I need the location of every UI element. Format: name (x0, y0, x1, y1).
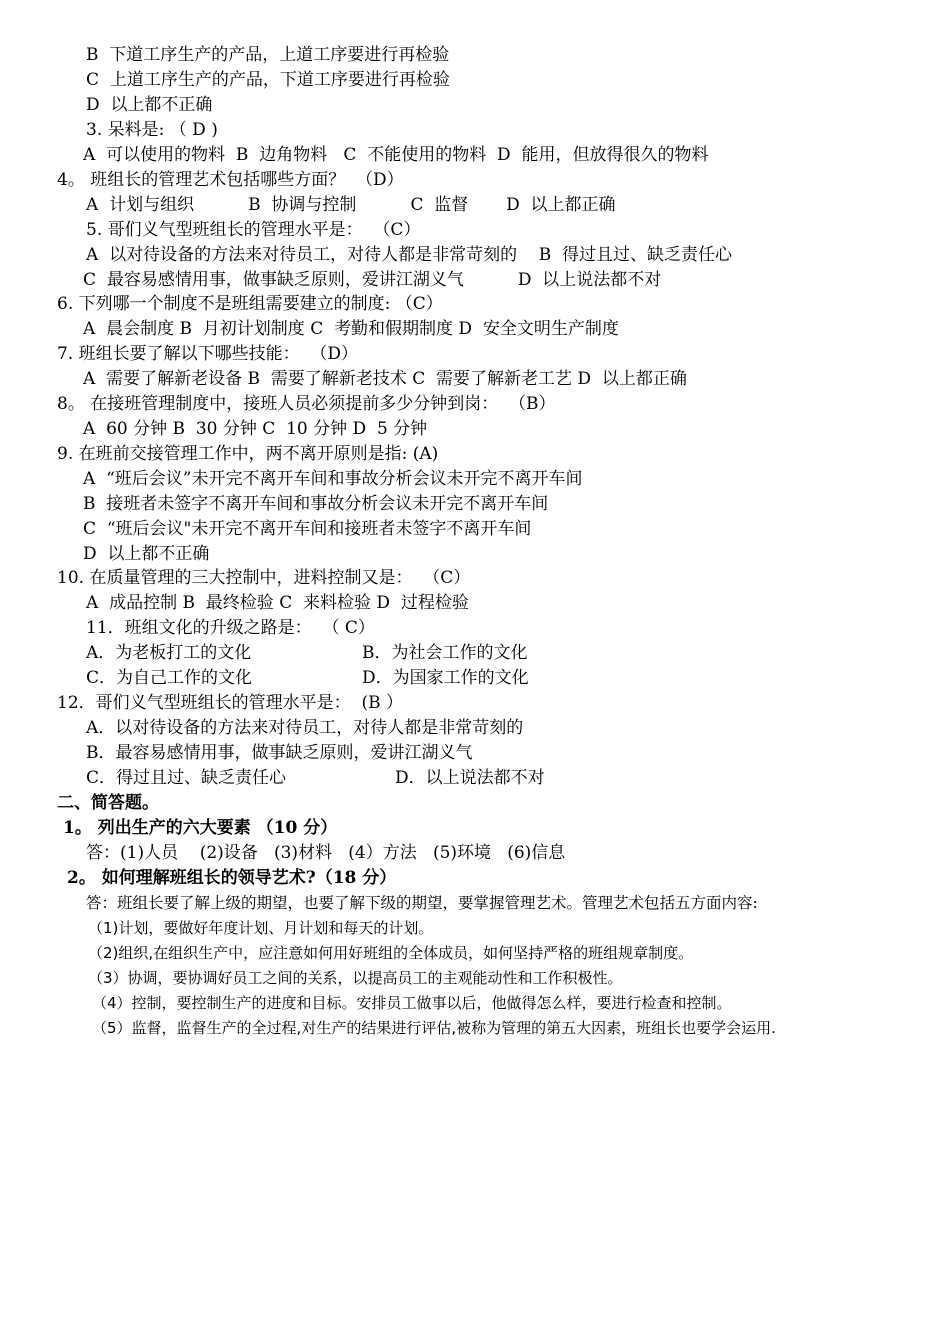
option-line: D 以上都不正确 (83, 544, 210, 564)
option-line: D．以上说法都不对 (395, 768, 545, 788)
answer-item: （4）控制，要控制生产的进度和目标。安排员工做事以后，他做得怎么样，要进行检查和控制。 (92, 994, 732, 1012)
option-line: A．以对待设备的方法来对待员工，对待人都是非常苛刻的 (86, 718, 524, 738)
question-line: 7. 班组长要了解以下哪些技能： （D） (57, 344, 359, 364)
question-line: 6. 下列哪一个制度不是班组需要建立的制度: （C） (57, 294, 443, 314)
answer-item: （2)组织,在组织生产中，应注意如何用好班组的全体成员，如何坚持严格的班组规章制度。 (88, 944, 694, 962)
question-line: 9. 在班前交接管理工作中，两不离开原则是指: (A) (57, 444, 439, 464)
option-line: B．最容易感情用事，做事缺乏原则，爱讲江湖义气 (86, 743, 473, 763)
question-line: 8。 在接班管理制度中，接班人员必须提前多少分钟到岗： （B） (57, 394, 556, 414)
option-line: C 上道工序生产的产品，下道工序要进行再检验 (86, 70, 450, 90)
option-line: B 下道工序生产的产品，上道工序要进行再检验 (86, 45, 450, 65)
short-question: 1。 列出生产的六大要素 （10 分） (63, 818, 338, 838)
question-line: 4。 班组长的管理艺术包括哪些方面？ （D） (57, 170, 404, 190)
section-heading: 二、简答题。 (57, 793, 159, 813)
option-line: C．为自己工作的文化 (86, 668, 253, 688)
short-question: 2。 如何理解班组长的领导艺术?（18 分） (67, 868, 397, 888)
option-line: C 最容易感情用事，做事缺乏原则，爱讲江湖义气 D 以上说法都不对 (83, 270, 662, 290)
answer-line: 答：(1)人员 (2)设备 (3)材料 (4）方法 (5)环境 (6)信息 (86, 843, 566, 863)
option-line: B．为社会工作的文化 (362, 643, 528, 663)
answer-line: 答：班组长要了解上级的期望，也要了解下级的期望，要掌握管理艺术。管理艺术包括五方面内容: (86, 894, 758, 912)
option-line: A “班后会议”未开完不离开车间和事故分析会议未开完不离开车间 (83, 469, 583, 489)
option-line: B 接班者未签字不离开车间和事故分析会议未开完不离开车间 (83, 494, 549, 514)
answer-item: （1)计划，要做好年度计划、月计划和每天的计划。 (88, 919, 434, 937)
option-line: A 计划与组织 B 协调与控制 C 监督 D 以上都正确 (86, 195, 616, 215)
option-line: A 成品控制 B 最终检验 C 来料检验 D 过程检验 (86, 593, 469, 613)
option-line: D 以上都不正确 (86, 95, 213, 115)
question-line: 10. 在质量管理的三大控制中，进料控制又是： （C） (57, 568, 471, 588)
question-line: 3. 呆料是: （ D ) (86, 120, 218, 140)
option-line: A 可以使用的物料 B 边角物料 C 不能使用的物料 D 能用，但放得很久的物料 (83, 145, 709, 165)
option-line: A．为老板打工的文化 (86, 643, 252, 663)
option-line: A 需要了解新老设备 B 需要了解新老技术 C 需要了解新老工艺 D 以上都正确 (83, 369, 687, 389)
option-line: A 晨会制度 B 月初计划制度 C 考勤和假期制度 D 安全文明生产制度 (83, 319, 619, 339)
answer-item: （5）监督，监督生产的全过程,对生产的结果进行评估,被称为管理的第五大因素，班组长也要学会运用. (92, 1019, 776, 1037)
question-line: 12．哥们义气型班组长的管理水平是： (B ） (57, 693, 403, 713)
answer-item: （3）协调，要协调好员工之间的关系，以提高员工的主观能动性和工作积极性。 (88, 969, 623, 987)
option-line: A 以对待设备的方法来对待员工，对待人都是非常苛刻的 B 得过且过、缺乏责任心 (86, 245, 732, 265)
option-line: A 60 分钟 B 30 分钟 C 10 分钟 D 5 分钟 (83, 419, 428, 439)
option-line: D．为国家工作的文化 (362, 668, 529, 688)
option-line: C．得过且过、缺乏责任心 (86, 768, 287, 788)
question-line: 11．班组文化的升级之路是： （ C） (86, 618, 375, 638)
question-line: 5. 哥们义气型班组长的管理水平是： （C） (86, 220, 421, 240)
option-line: C “班后会议"未开完不离开车间和接班者未签字不离开车间 (83, 519, 532, 539)
